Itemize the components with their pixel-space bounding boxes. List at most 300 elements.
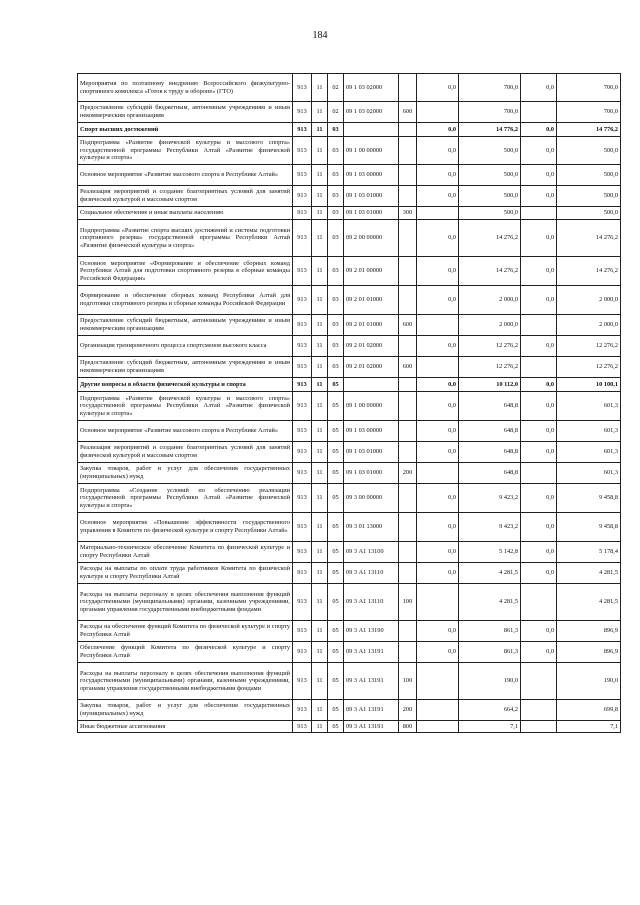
table-row: [78, 584, 621, 621]
table-row: [78, 378, 621, 392]
section-code-cell: 11: [312, 336, 328, 357]
subsection-code-cell: 05: [328, 563, 344, 584]
target-article-cell: 09 3 А1 13191: [344, 700, 399, 721]
amount-cell-1: 0,0: [417, 421, 459, 442]
expense-type-cell: [399, 165, 417, 186]
amount-cell-3: 0,0: [521, 137, 557, 165]
amount-cell-2: 2 000,0: [459, 315, 521, 336]
target-article-cell: 09 1 03 00000: [344, 421, 399, 442]
ministry-code-cell: 913: [293, 392, 312, 421]
amount-cell-3: [521, 584, 557, 621]
amount-cell-4: 14 276,2: [557, 220, 621, 257]
target-article-cell: 09 3 01 13000: [344, 513, 399, 542]
expense-type-cell: [399, 542, 417, 563]
subsection-code-cell: 03: [328, 186, 344, 207]
ministry-code-cell: 913: [293, 357, 312, 378]
expense-name-cell: Организация тренировочного процесса спортсменов высокого класса: [78, 336, 293, 357]
amount-cell-3: [521, 700, 557, 721]
table-row: [78, 442, 621, 463]
expense-name-cell: Основное мероприятие «Формирование и обеспечение сборных команд Республики Алтай для подготовки спортивного резерва в сборные команды Российской Федерации»: [78, 257, 293, 286]
amount-cell-1: [417, 315, 459, 336]
expense-type-cell: [399, 137, 417, 165]
section-code-cell: 11: [312, 286, 328, 315]
target-article-cell: 09 2 01 01000: [344, 286, 399, 315]
section-code-cell: 11: [312, 378, 328, 392]
amount-cell-4: 500,0: [557, 207, 621, 220]
target-article-cell: 09 1 03 02000: [344, 102, 399, 123]
section-code-cell: 11: [312, 186, 328, 207]
amount-cell-3: 0,0: [521, 378, 557, 392]
table-row: [78, 513, 621, 542]
expense-type-cell: [399, 220, 417, 257]
amount-cell-4: 9 458,8: [557, 484, 621, 513]
ministry-code-cell: 913: [293, 513, 312, 542]
amount-cell-1: 0,0: [417, 336, 459, 357]
expense-type-cell: [399, 642, 417, 663]
expense-type-cell: 800: [399, 721, 417, 733]
target-article-cell: 09 2 01 02000: [344, 357, 399, 378]
section-code-cell: 11: [312, 484, 328, 513]
table-row: [78, 463, 621, 484]
table-row: [78, 421, 621, 442]
subsection-code-cell: 03: [328, 286, 344, 315]
target-article-cell: 09 2 01 01000: [344, 315, 399, 336]
section-code-cell: 11: [312, 315, 328, 336]
amount-cell-2: 14 276,2: [459, 220, 521, 257]
amount-cell-2: 861,3: [459, 621, 521, 642]
ministry-code-cell: 913: [293, 74, 312, 102]
expense-name-cell: Предоставление субсидий бюджетным, автономным учреждениям и иным некоммерческим организациям: [78, 357, 293, 378]
ministry-code-cell: 913: [293, 700, 312, 721]
ministry-code-cell: 913: [293, 186, 312, 207]
amount-cell-1: [417, 584, 459, 621]
expense-type-cell: [399, 484, 417, 513]
amount-cell-2: 648,8: [459, 392, 521, 421]
amount-cell-1: 0,0: [417, 123, 459, 137]
target-article-cell: 09 1 03 01000: [344, 207, 399, 220]
expense-type-cell: 200: [399, 463, 417, 484]
ministry-code-cell: 913: [293, 421, 312, 442]
subsection-code-cell: 05: [328, 584, 344, 621]
expense-type-cell: [399, 442, 417, 463]
amount-cell-4: 2 000,0: [557, 315, 621, 336]
amount-cell-4: 601,3: [557, 463, 621, 484]
amount-cell-4: 2 000,0: [557, 286, 621, 315]
ministry-code-cell: 913: [293, 584, 312, 621]
amount-cell-4: 5 178,4: [557, 542, 621, 563]
amount-cell-2: 700,0: [459, 102, 521, 123]
amount-cell-4: 896,9: [557, 642, 621, 663]
table-row: [78, 663, 621, 700]
amount-cell-4: 14 276,2: [557, 257, 621, 286]
target-article-cell: 09 3 А1 13191: [344, 642, 399, 663]
amount-cell-1: [417, 721, 459, 733]
target-article-cell: [344, 378, 399, 392]
amount-cell-4: 12 276,2: [557, 336, 621, 357]
table-row: [78, 123, 621, 137]
ministry-code-cell: 913: [293, 207, 312, 220]
section-code-cell: 11: [312, 563, 328, 584]
budget-table: [77, 73, 621, 733]
expense-type-cell: [399, 74, 417, 102]
table-row: [78, 165, 621, 186]
table-row: [78, 542, 621, 563]
section-code-cell: 11: [312, 542, 328, 563]
target-article-cell: 09 3 А1 13100: [344, 542, 399, 563]
amount-cell-4: 12 276,2: [557, 357, 621, 378]
amount-cell-1: 0,0: [417, 542, 459, 563]
ministry-code-cell: 913: [293, 563, 312, 584]
amount-cell-4: 500,0: [557, 165, 621, 186]
section-code-cell: 11: [312, 257, 328, 286]
amount-cell-2: 14 776,2: [459, 123, 521, 137]
amount-cell-2: 12 276,2: [459, 336, 521, 357]
expense-type-cell: [399, 336, 417, 357]
amount-cell-2: 648,8: [459, 442, 521, 463]
subsection-code-cell: 05: [328, 721, 344, 733]
expense-type-cell: [399, 392, 417, 421]
amount-cell-2: 700,0: [459, 74, 521, 102]
amount-cell-3: 0,0: [521, 563, 557, 584]
amount-cell-4: 9 458,8: [557, 513, 621, 542]
ministry-code-cell: 913: [293, 123, 312, 137]
table-row: [78, 286, 621, 315]
target-article-cell: 09 1 03 01000: [344, 186, 399, 207]
section-code-cell: 11: [312, 421, 328, 442]
amount-cell-4: 699,8: [557, 700, 621, 721]
section-code-cell: 11: [312, 220, 328, 257]
amount-cell-2: 500,0: [459, 165, 521, 186]
amount-cell-1: 0,0: [417, 137, 459, 165]
ministry-code-cell: 913: [293, 378, 312, 392]
section-code-cell: 11: [312, 621, 328, 642]
expense-name-cell: Иные бюджетные ассигнования: [78, 721, 293, 733]
subsection-code-cell: 02: [328, 102, 344, 123]
amount-cell-1: 0,0: [417, 286, 459, 315]
expense-name-cell: Подпрограмма «Развитие физической культуры и массового спорта» государственной программы Республики Алтай «Развитие физической культуры и спорта»: [78, 137, 293, 165]
expense-type-cell: [399, 421, 417, 442]
amount-cell-3: 0,0: [521, 74, 557, 102]
ministry-code-cell: 913: [293, 286, 312, 315]
amount-cell-2: 14 276,2: [459, 257, 521, 286]
target-article-cell: [344, 123, 399, 137]
target-article-cell: 09 3 А1 13190: [344, 621, 399, 642]
amount-cell-3: 0,0: [521, 421, 557, 442]
table-row: [78, 207, 621, 220]
amount-cell-3: 0,0: [521, 392, 557, 421]
expense-name-cell: Реализация мероприятий и создание благоприятных условий для занятий физической культурой и массовым спортом: [78, 186, 293, 207]
amount-cell-2: 9 423,2: [459, 484, 521, 513]
expense-name-cell: Формирование и обеспечение сборных команд Республики Алтай для подготовки спортивного резерва и сборные команды Российской Федерации: [78, 286, 293, 315]
target-article-cell: 09 1 03 01000: [344, 442, 399, 463]
amount-cell-2: 648,8: [459, 463, 521, 484]
table-row: [78, 621, 621, 642]
expense-type-cell: 100: [399, 584, 417, 621]
table-row: [78, 642, 621, 663]
subsection-code-cell: 05: [328, 542, 344, 563]
expense-name-cell: Реализация мероприятий и создание благоприятных условий для занятий физической культурой и массовым спортом: [78, 442, 293, 463]
amount-cell-1: 0,0: [417, 442, 459, 463]
budget-table-body: [78, 74, 621, 733]
table-row: [78, 257, 621, 286]
expense-type-cell: [399, 513, 417, 542]
target-article-cell: 09 2 01 02000: [344, 336, 399, 357]
amount-cell-3: 0,0: [521, 123, 557, 137]
section-code-cell: 11: [312, 700, 328, 721]
target-article-cell: 09 2 00 00000: [344, 220, 399, 257]
amount-cell-2: 664,2: [459, 700, 521, 721]
target-article-cell: 09 1 03 00000: [344, 165, 399, 186]
amount-cell-2: 12 276,2: [459, 357, 521, 378]
amount-cell-4: 7,1: [557, 721, 621, 733]
ministry-code-cell: 913: [293, 542, 312, 563]
amount-cell-3: 0,0: [521, 257, 557, 286]
expense-type-cell: [399, 257, 417, 286]
amount-cell-2: 648,8: [459, 421, 521, 442]
section-code-cell: 11: [312, 137, 328, 165]
table-row: [78, 357, 621, 378]
subsection-code-cell: 03: [328, 165, 344, 186]
amount-cell-3: 0,0: [521, 286, 557, 315]
subsection-code-cell: 05: [328, 621, 344, 642]
ministry-code-cell: 913: [293, 315, 312, 336]
expense-type-cell: 600: [399, 102, 417, 123]
amount-cell-3: 0,0: [521, 336, 557, 357]
amount-cell-3: [521, 463, 557, 484]
subsection-code-cell: 05: [328, 378, 344, 392]
amount-cell-1: [417, 357, 459, 378]
amount-cell-3: [521, 357, 557, 378]
amount-cell-2: 500,0: [459, 207, 521, 220]
expense-name-cell: Расходы на выплаты по оплате труда работников Комитета по физической культуре и спорту Республики Алтай: [78, 563, 293, 584]
table-row: [78, 563, 621, 584]
section-code-cell: 11: [312, 513, 328, 542]
expense-name-cell: Другие вопросы в области физической культуры и спорта: [78, 378, 293, 392]
ministry-code-cell: 913: [293, 257, 312, 286]
ministry-code-cell: 913: [293, 621, 312, 642]
subsection-code-cell: 03: [328, 357, 344, 378]
ministry-code-cell: 913: [293, 663, 312, 700]
expense-type-cell: 100: [399, 663, 417, 700]
expense-name-cell: Материально-техническое обеспечение Комитета по физической культуре и спорту Республики Алтай: [78, 542, 293, 563]
subsection-code-cell: 05: [328, 421, 344, 442]
section-code-cell: 11: [312, 584, 328, 621]
ministry-code-cell: 913: [293, 442, 312, 463]
expense-type-cell: [399, 286, 417, 315]
subsection-code-cell: 05: [328, 642, 344, 663]
subsection-code-cell: 03: [328, 220, 344, 257]
amount-cell-3: [521, 721, 557, 733]
table-row: [78, 186, 621, 207]
target-article-cell: 09 3 А1 13191: [344, 663, 399, 700]
section-code-cell: 11: [312, 721, 328, 733]
table-row: [78, 137, 621, 165]
amount-cell-2: 4 281,5: [459, 584, 521, 621]
amount-cell-2: 4 281,5: [459, 563, 521, 584]
subsection-code-cell: 03: [328, 336, 344, 357]
target-article-cell: 09 3 А1 13191: [344, 721, 399, 733]
amount-cell-3: [521, 102, 557, 123]
amount-cell-2: 2 000,0: [459, 286, 521, 315]
amount-cell-1: 0,0: [417, 563, 459, 584]
ministry-code-cell: 913: [293, 137, 312, 165]
amount-cell-4: 500,0: [557, 137, 621, 165]
expense-type-cell: [399, 621, 417, 642]
expense-name-cell: Предоставление субсидий бюджетным, автономным учреждениям и иным некоммерческим организациям: [78, 315, 293, 336]
subsection-code-cell: 05: [328, 392, 344, 421]
amount-cell-1: 0,0: [417, 74, 459, 102]
amount-cell-4: 601,3: [557, 421, 621, 442]
ministry-code-cell: 913: [293, 463, 312, 484]
expense-name-cell: Расходы на выплаты персоналу в целях обеспечения выполнения функций государственными (муниципальными) органами, казенными учреждениями, органами управления государственными внебюджетными фондами: [78, 584, 293, 621]
amount-cell-3: 0,0: [521, 220, 557, 257]
amount-cell-1: 0,0: [417, 165, 459, 186]
section-code-cell: 11: [312, 207, 328, 220]
expense-type-cell: 600: [399, 357, 417, 378]
amount-cell-3: 0,0: [521, 442, 557, 463]
subsection-code-cell: 03: [328, 257, 344, 286]
table-row: [78, 102, 621, 123]
amount-cell-1: [417, 700, 459, 721]
table-row: [78, 315, 621, 336]
target-article-cell: 09 1 03 02000: [344, 74, 399, 102]
amount-cell-4: 4 281,5: [557, 584, 621, 621]
amount-cell-3: [521, 315, 557, 336]
expense-name-cell: Расходы на обеспечение функций Комитета по физической культуре и спорту Республики Алтай: [78, 621, 293, 642]
section-code-cell: 11: [312, 74, 328, 102]
amount-cell-3: 0,0: [521, 165, 557, 186]
expense-name-cell: Подпрограмма «Развитие спорта высших достижений и системы подготовки спортивного резерва» государственной программы Республики Алтай «Развитие физической культуры и спорта»: [78, 220, 293, 257]
expense-name-cell: Основное мероприятие «Развитие массового спорта в Республике Алтай»: [78, 421, 293, 442]
subsection-code-cell: 05: [328, 700, 344, 721]
target-article-cell: 09 3 00 00000: [344, 484, 399, 513]
amount-cell-2: 500,0: [459, 137, 521, 165]
expense-name-cell: Социальное обеспечение и иные выплаты населению: [78, 207, 293, 220]
section-code-cell: 11: [312, 357, 328, 378]
subsection-code-cell: 05: [328, 663, 344, 700]
subsection-code-cell: 05: [328, 484, 344, 513]
subsection-code-cell: 03: [328, 207, 344, 220]
expense-name-cell: Расходы на выплаты персоналу в целях обеспечения выполнения функций государственными (муниципальными) органами, казенными учреждениями, органами управления государственными внебюджетными фондами: [78, 663, 293, 700]
amount-cell-3: 0,0: [521, 513, 557, 542]
amount-cell-3: 0,0: [521, 621, 557, 642]
amount-cell-2: 5 142,8: [459, 542, 521, 563]
amount-cell-1: [417, 663, 459, 700]
ministry-code-cell: 913: [293, 336, 312, 357]
expense-type-cell: 300: [399, 207, 417, 220]
amount-cell-1: [417, 463, 459, 484]
table-row: [78, 392, 621, 421]
amount-cell-4: 4 281,5: [557, 563, 621, 584]
expense-type-cell: [399, 563, 417, 584]
page-number: 184: [312, 30, 328, 41]
expense-name-cell: Мероприятия по поэтапному внедрению Всероссийского физкультурно-спортивного комплекса «Готов к труду и обороне» (ГТО): [78, 74, 293, 102]
amount-cell-4: 10 100,1: [557, 378, 621, 392]
ministry-code-cell: 913: [293, 220, 312, 257]
expense-name-cell: Спорт высших достижений: [78, 123, 293, 137]
amount-cell-3: 0,0: [521, 542, 557, 563]
subsection-code-cell: 05: [328, 463, 344, 484]
subsection-code-cell: 03: [328, 315, 344, 336]
expense-name-cell: Закупка товаров, работ и услуг для обеспечения государственных (муниципальных) нужд: [78, 700, 293, 721]
amount-cell-4: 896,9: [557, 621, 621, 642]
expense-name-cell: Предоставление субсидий бюджетным, автономным учреждениям и иным некоммерческим организациям: [78, 102, 293, 123]
amount-cell-1: 0,0: [417, 378, 459, 392]
amount-cell-4: 601,3: [557, 442, 621, 463]
table-row: [78, 484, 621, 513]
amount-cell-3: 0,0: [521, 186, 557, 207]
expense-name-cell: Основное мероприятие «Развитие массового спорта в Республике Алтай»: [78, 165, 293, 186]
section-code-cell: 11: [312, 123, 328, 137]
target-article-cell: 09 1 00 00000: [344, 137, 399, 165]
section-code-cell: 11: [312, 463, 328, 484]
amount-cell-1: [417, 207, 459, 220]
expense-name-cell: Подпрограмма «Создание условий по обеспечению реализации государственной программы Республики Алтай «Развитие физической культуры и спорта»: [78, 484, 293, 513]
amount-cell-3: [521, 207, 557, 220]
section-code-cell: 11: [312, 102, 328, 123]
amount-cell-4: 700,0: [557, 102, 621, 123]
subsection-code-cell: 02: [328, 74, 344, 102]
target-article-cell: 09 2 01 00000: [344, 257, 399, 286]
section-code-cell: 11: [312, 392, 328, 421]
expense-name-cell: Закупка товаров, работ и услуг для обеспечения государственных (муниципальных) нужд: [78, 463, 293, 484]
amount-cell-1: 0,0: [417, 257, 459, 286]
subsection-code-cell: 05: [328, 442, 344, 463]
amount-cell-2: 10 112,0: [459, 378, 521, 392]
target-article-cell: 09 3 А1 13110: [344, 563, 399, 584]
expense-name-cell: Обеспечение функций Комитета по физической культуре и спорту Республики Алтай: [78, 642, 293, 663]
expense-type-cell: 200: [399, 700, 417, 721]
ministry-code-cell: 913: [293, 721, 312, 733]
subsection-code-cell: 03: [328, 123, 344, 137]
expense-type-cell: [399, 378, 417, 392]
subsection-code-cell: 05: [328, 513, 344, 542]
table-row: [78, 721, 621, 733]
amount-cell-1: 0,0: [417, 186, 459, 207]
table-row: [78, 220, 621, 257]
expense-name-cell: Основное мероприятие «Повышение эффективности государственного управления в Комитете по физической культуре и спорту Республики Алтай»: [78, 513, 293, 542]
amount-cell-1: 0,0: [417, 484, 459, 513]
section-code-cell: 11: [312, 442, 328, 463]
section-code-cell: 11: [312, 642, 328, 663]
amount-cell-2: 190,0: [459, 663, 521, 700]
amount-cell-1: [417, 102, 459, 123]
target-article-cell: 09 1 03 01000: [344, 463, 399, 484]
amount-cell-1: 0,0: [417, 220, 459, 257]
amount-cell-4: 601,3: [557, 392, 621, 421]
table-row: [78, 700, 621, 721]
expense-name-cell: Подпрограмма «Развитие физической культуры и массового спорта» государственной программы Республики Алтай «Развитие физической культуры и спорта»: [78, 392, 293, 421]
expense-type-cell: 600: [399, 315, 417, 336]
amount-cell-4: 14 776,2: [557, 123, 621, 137]
target-article-cell: 09 1 00 00000: [344, 392, 399, 421]
table-row: [78, 74, 621, 102]
amount-cell-1: 0,0: [417, 513, 459, 542]
amount-cell-1: 0,0: [417, 392, 459, 421]
amount-cell-3: 0,0: [521, 484, 557, 513]
amount-cell-4: 500,0: [557, 186, 621, 207]
amount-cell-4: 190,0: [557, 663, 621, 700]
amount-cell-2: 9 423,2: [459, 513, 521, 542]
amount-cell-1: 0,0: [417, 642, 459, 663]
section-code-cell: 11: [312, 663, 328, 700]
section-code-cell: 11: [312, 165, 328, 186]
subsection-code-cell: 03: [328, 137, 344, 165]
expense-type-cell: [399, 123, 417, 137]
amount-cell-2: 7,1: [459, 721, 521, 733]
ministry-code-cell: 913: [293, 484, 312, 513]
amount-cell-3: [521, 663, 557, 700]
